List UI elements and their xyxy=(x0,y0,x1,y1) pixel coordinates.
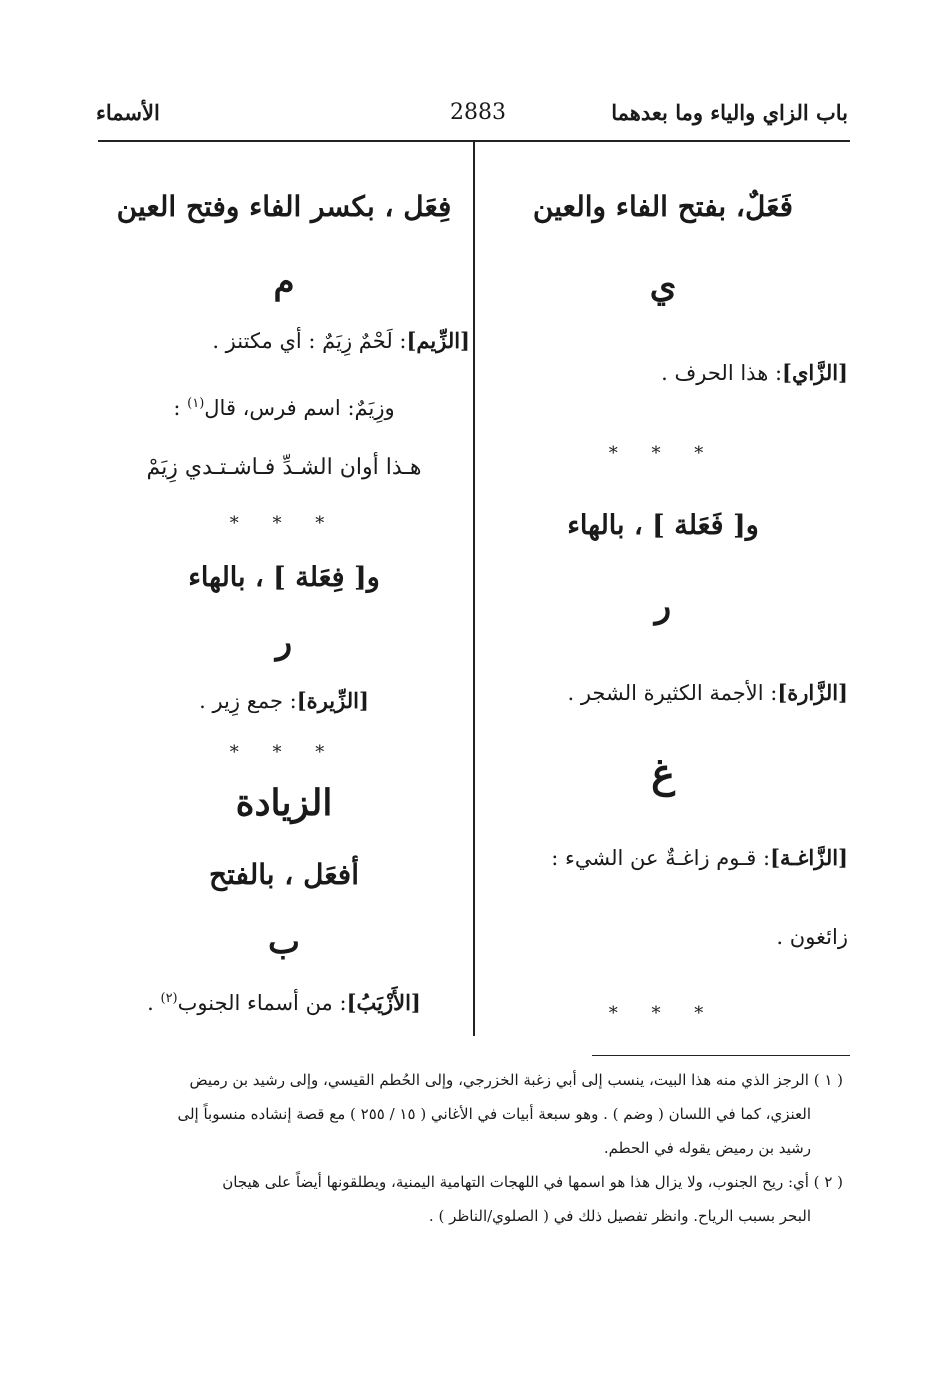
entry-azyab xyxy=(98,990,470,1015)
footnote-2-line-1: ( ٢ ) أي: ريح الجنوب، ولا يزال هذا هو اسمها في اللهجات التهامية اليمنية، ويطلقونها أيضاً على هيجان xyxy=(222,1173,843,1191)
entry-zay xyxy=(478,360,848,385)
footnote-1-line-3: رشيد بن رميض يقوله في الحطم. xyxy=(603,1139,811,1157)
entry-zim-horse xyxy=(98,396,470,420)
entry-zim-headword: [الزِّيم] xyxy=(406,328,470,353)
entry-azyab-definition: : من أسماء الجنوب xyxy=(177,991,347,1015)
entry-zim-horse-text: وزِيَمٌ: اسم فرس، قال xyxy=(204,396,395,420)
entry-zay-definition: : هذا الحرف . xyxy=(661,361,783,385)
entry-zira xyxy=(98,688,470,713)
letter-ghayn: غ xyxy=(651,750,675,797)
running-head-section: الأسماء xyxy=(96,100,160,125)
letter-mim: م xyxy=(273,262,295,302)
entry-zagha-headword: [الزَّاغـة] xyxy=(770,845,848,870)
footnote-1-line-1: ( ١ ) الرجز الذي منه هذا البيت، ينسب إلى أبي زغبة الخزرجي، وإلى الحُطم القيسي، وإلى رشيد بن رميض xyxy=(189,1071,843,1089)
letter-ra-right: ر xyxy=(654,586,672,626)
entry-azyab-end: . xyxy=(147,991,161,1015)
left-heading: فِعَل ، بكسر الفاء وفتح العين xyxy=(116,190,452,223)
right-heading: فَعَلٌ، بفتح الفاء والعين xyxy=(532,190,794,223)
entry-zim-definition: : لَحْمٌ زِيَمٌ : أي مكتنز . xyxy=(212,329,407,353)
letter-ya: ي xyxy=(649,266,677,306)
entry-zara-definition: : الأجمة الكثيرة الشجر . xyxy=(567,681,778,705)
footnote-rule xyxy=(592,1055,850,1056)
separator-stars-r1: * * * xyxy=(608,443,718,464)
right-subheading: و[ فَعَلة ] ، بالهاء xyxy=(567,510,759,541)
letter-ra-left: ر xyxy=(275,622,293,662)
section-title-ziyada: الزيادة xyxy=(235,782,333,824)
entry-zara xyxy=(478,680,848,705)
footnote-ref-2[interactable]: (٢) xyxy=(160,991,178,1006)
left-subheading: و[ فِعَلة ] ، بالهاء xyxy=(188,562,380,593)
column-divider xyxy=(473,141,475,1036)
entry-zay-headword: [الزَّاي] xyxy=(782,360,848,385)
entry-zira-definition: : جمع زِير . xyxy=(199,689,297,713)
section-subheading-afal: أفعَل ، بالفتح xyxy=(209,858,359,891)
verse-line: هـذا أوان الشـدِّ فـاشـتـدي زِيَمْ xyxy=(146,455,422,480)
entry-zara-headword: [الزَّارة] xyxy=(777,680,848,705)
entry-zagha xyxy=(478,845,848,870)
footnote-2 xyxy=(98,1165,843,1233)
page-number: 2883 xyxy=(450,100,506,125)
footnote-1 xyxy=(98,1063,843,1165)
entry-zagha-definition: : قـوم زاغـةٌ عن الشيء : xyxy=(551,846,771,870)
letter-ba: ب xyxy=(267,922,300,962)
entry-zagha-continuation: زائغون . xyxy=(776,925,848,949)
entry-azyab-headword: [الأَزْيَبُ] xyxy=(346,990,421,1015)
footnote-2-line-2: البحر بسبب الرياح. وانظر تفصيل ذلك في ( الصلوي/الناظر ) . xyxy=(428,1207,811,1225)
entry-zim-horse-colon: : xyxy=(173,396,188,420)
separator-stars-r2: * * * xyxy=(608,1003,718,1024)
separator-stars-l2: * * * xyxy=(229,742,339,763)
entry-zira-headword: [الزِّيرة] xyxy=(296,688,369,713)
entry-zim xyxy=(98,328,470,353)
footnote-1-line-2: العنزي، كما في اللسان ( وضم ) . وهو سبعة أبيات في الأغاني ( ١٥ / ٢٥٥ ) مع قصة إنشاده منسوباً إلى xyxy=(177,1105,811,1123)
footnote-ref-1[interactable]: (١) xyxy=(187,396,205,411)
separator-stars-l1: * * * xyxy=(229,513,339,534)
running-head-chapter: باب الزاي والياء وما بعدهما xyxy=(611,100,848,125)
